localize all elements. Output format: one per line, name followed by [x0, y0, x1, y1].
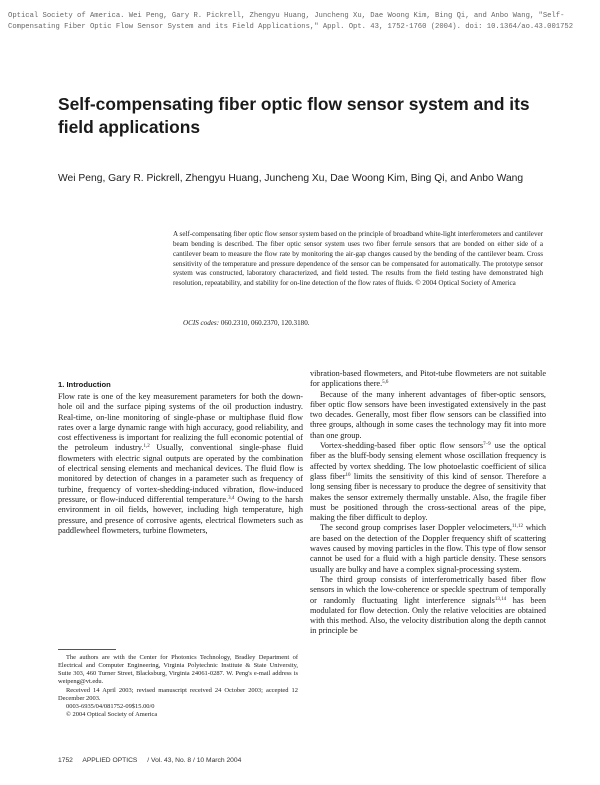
paragraph-interferometric: The third group consists of interferometrically based fiber flow sensors in which the low-coherence or speckle spectrum of temporally or randomly fluctuating light interference signals$^{13,14}$ has been modulated for flow detection. Only the relative velocities are obtained with this method. Also, the velocity distribution along the depth cannot in principle be: [310, 574, 546, 636]
right-column: [310, 369, 546, 637]
section-heading-introduction: 1. Introduction: [58, 380, 111, 389]
reference-superscript: 10: [345, 472, 351, 478]
footnote-copyright: © 2004 Optical Society of America: [66, 711, 158, 719]
paper-title: Self-compensating fiber optic flow sensor system and its field applications: [58, 94, 530, 137]
author-list: Wei Peng, Gary R. Pickrell, Zhengyu Huang, Juncheng Xu, Dae Woong Kim, Bing Qi, and Anbo Wang: [58, 173, 524, 184]
paragraph-vortex-shedding: Vortex-shedding-based fiber optic flow sensors$^{7-9}$ use the optical fiber as the bluff-body sensing element whose oscillation frequency is affected by vortex shedding. The low photoelastic coefficient of silica glass fiber$^{10}$ limits the sensitivity of this kind of sensor. Therefore a long sensing fiber is necessary to produce the degree of sensitivity that makes the sensor extremely thermally unstable. Also, the fragile fiber must be positioned through the cross-sectional areas of the pipe, making the fiber difficult to deploy.: [310, 441, 547, 523]
paragraph-continued: vibration-based flowmeters, and Pitot-tube flowmeters are not suitable for applications there.$^{5,6}$: [310, 369, 546, 389]
paragraph-laser-doppler: The second group comprises laser Doppler velocimeters,$^{11,12}$ which are based on the detection of the Doppler frequency shift of scattering waves caused by moving particles in the flow. This type of flow sensor cannot be used for a fluid with a high particle density. These sensors usually are bulky and have a complex signal-processing system.: [310, 523, 546, 574]
page-footer: [58, 757, 249, 764]
paragraph-intro-1: Flow rate is one of the key measurement parameters for both the down-hole oil and the surface piping systems of the oil production industry. Real-time, on-line monitoring of single-phase or multiphase fluid flow rates over a large dynamic range with high accuracy, good reliability, and cost effectiveness is important for realizing the full economic potential of the petroleum industry.$^{1,2}$ Usually, conventional single-phase fluid flowmeters with electric signal outputs are operated by the combination of electrical sensing elements and mechanical devices. The fluid flow is monitored by detection of changes in a parameter such as frequency of turbine, frequency of vortex-shedding-induced vibration, flow-induced pressure, or flow-induced differential temperature.$^{3,4}$ Owing to the harsh environment in oil fields, however, including high temperature, high pressure, and presence of corrosive agents, electrical flowmeters such as paddlewheel flowmeters, turbine flowmeters,: [58, 392, 303, 535]
ocis-values: 060.2310, 060.2370, 120.3180.: [220, 319, 310, 327]
footnote-affiliation: The authors are with the Center for Photonics Technology, Bradley Department of Electrical and Computer Engineering, Virginia Polytechnic Institute & State University, Suite 303, 460 Turner Street, Blacksburg, Virginia 24061-0287. W. Peng's e-mail address is weipeng@vt.edu.: [58, 654, 298, 686]
left-column: [58, 380, 303, 536]
reference-superscript: 13,14: [494, 596, 507, 602]
footnote-received: Received 14 April 2003; revised manuscript received 24 October 2003; accepted 12 December 2003.: [58, 686, 298, 702]
paragraph-fiber-advantages: Because of the many inherent advantages of fiber-optic sensors, fiber optic flow sensors have been investigated extensively in the past two decades. Generally, most fiber flow sensors can be classified into three groups, although in some cases the technology may fit into more than one group.: [310, 389, 546, 440]
footnote-divider: [58, 649, 116, 650]
journal-name: APPLIED OPTICS: [82, 757, 138, 764]
reference-superscript: 5,6: [382, 380, 389, 386]
page-number: 1752: [58, 757, 73, 764]
reference-superscript: 7–9: [483, 442, 491, 448]
reference-superscript: 1,2: [143, 444, 150, 450]
ocis-codes: [173, 319, 310, 329]
journal-volume: / Vol. 43, No. 8 / 10 March 2004: [147, 757, 242, 764]
citation-header: Optical Society of America. Wei Peng, Gary R. Pickrell, Zhengyu Huang, Juncheng Xu, Dae Woong Kim, Bing Qi, and Anbo Wang, "Self-Compensating Fiber Optic Flow Sensor System and its Field Applications," Appl. Opt. 43, 1752-1760 (2004). doi: 10.1364/ao.43.001752: [8, 12, 574, 32]
abstract: A self-compensating fiber optic flow sensor system based on the principle of broadband white-light interferometers and cantilever beam bending is described. The fiber optic sensor system uses two fiber ferrule sensors that are bonded on either side of a cantilever beam to measure the flow rate by monitoring the air-gap changes caused by the bending of the cantilever beam. Cross sensitivity of the temperature and pressure dependence of the sensor can be compensated for automatically. The prototype sensor system was constructed, laboratory characterized, and field tested. The results from the field testing have demonstrated high resolution, repeatability, and stability for on-line detection of the flow rates of fluids. © 2004 Optical Society of America: [173, 230, 543, 288]
footnotes: [58, 654, 298, 719]
ocis-label: OCIS codes:: [183, 319, 220, 327]
reference-superscript: 3,4: [228, 495, 235, 501]
footnote-issn: 0003-6935/04/081752-09$15.00/0: [66, 702, 155, 710]
reference-superscript: 11,12: [511, 524, 524, 530]
